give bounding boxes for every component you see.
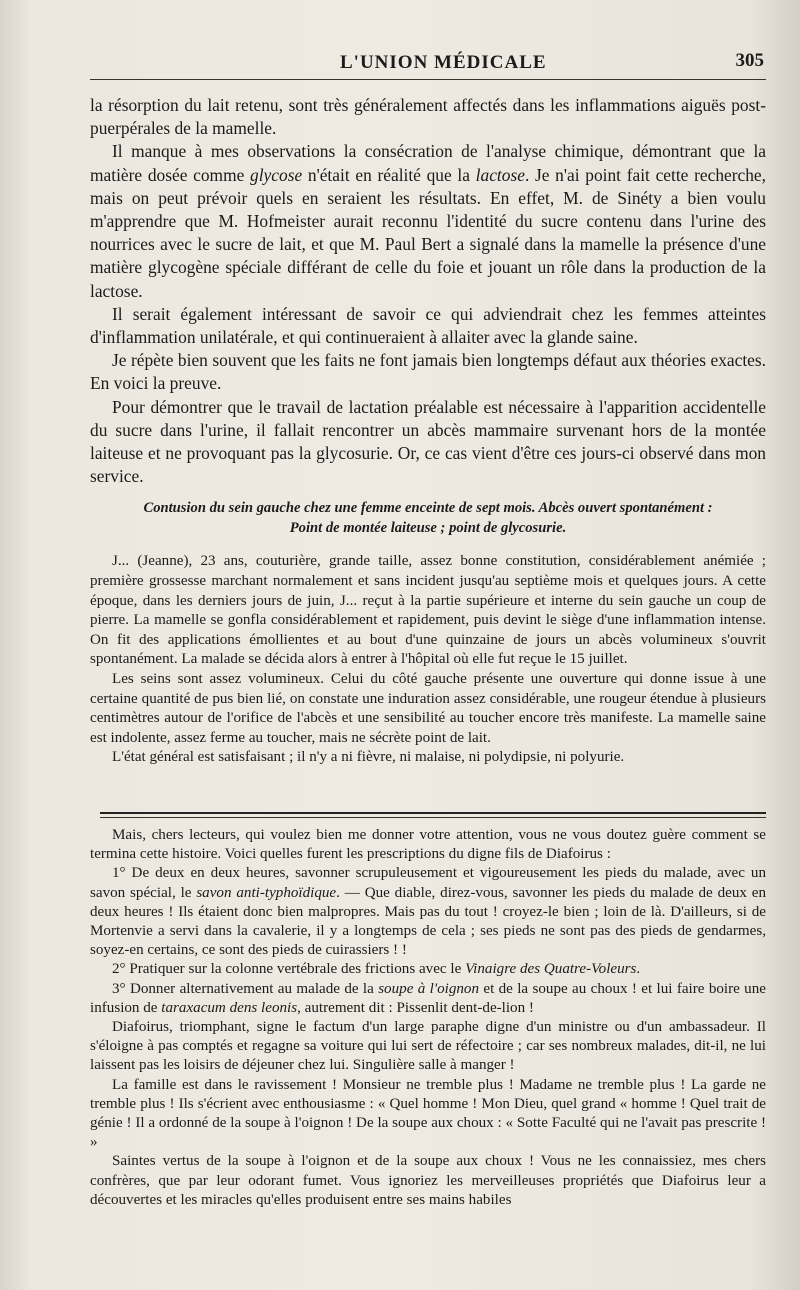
paragraph: L'état général est satisfaisant ; il n'y a ni fièvre, ni malaise, ni polydipsie, ni polyurie. bbox=[112, 749, 625, 766]
paragraph: la résorption du lait retenu, sont très généralement affectés dans les inflammations aiguës post-puerpérales de la mamelle. bbox=[90, 95, 766, 139]
page-number: 305 bbox=[735, 50, 764, 71]
case-title-line: Contusion du sein gauche chez une femme enceinte de sept mois. Abcès ouvert spontanément : bbox=[143, 500, 713, 517]
paragraph: Mais, chers lecteurs, qui voulez bien me donner votre attention, vous ne vous doutez guère comment se termina cette histoire. Voici quelles furent les prescriptions du digne fils de Diafoirus : bbox=[90, 827, 766, 863]
feuilleton-body bbox=[90, 826, 766, 1210]
case-title bbox=[90, 498, 766, 538]
header-rule bbox=[90, 79, 766, 80]
paragraph: J... (Jeanne), 23 ans, couturière, grande taille, assez bonne constitution, considérablement anémiée ; première grossesse marchant normalement et sans incident jusqu'au septième mois et quelques jours. A cette époque, dans les derniers jours de juin, J... reçut à la partie supérieure et interne du sein gauche un coup de pierre. La mamelle se gonfla considérablement et rapidement, puis devint le siège d'une inflammation intense. On fit des applications émollientes et au bout d'une quinzaine de jours un abcès volumineux s'ouvrit spontanément. La malade se décida alors à entrer à l'hôpital où elle fut reçue le 15 juillet. bbox=[90, 553, 766, 668]
paragraph: Diafoirus, triomphant, signe le factum d'un large paraphe digne d'un ministre ou d'un ambassadeur. Il s'éloigne à pas comptés et regagne sa voiture qui lui sert de réfectoire ; car ses nombreux malades, dit-il, ne lui laissent pas les loisirs de déjeuner chez lui. Singulière salle à manger ! bbox=[90, 1019, 766, 1074]
paragraph: 1° De deux en deux heures, savonner scrupuleusement et vigoureusement les pieds du malade, avec un savon spécial, le savon anti-typhoïdique. — Que diable, direz-vous, savonner les pieds du malade de deux en deux heures ! Ils étaient donc bien malpropres. Mais pas du tout ! croyez-le bien ; loin de là. D'ailleurs, si de Mortenvie a servi dans la cavalerie, il y a longtemps de cela ; ses pieds ne sont pas des pieds de gendarmes, soyez-en certains, ce sont des pieds de cuirassiers ! ! bbox=[90, 865, 766, 959]
paragraph: Je répète bien souvent que les faits ne font jamais bien longtemps défaut aux théories exactes. En voici la preuve. bbox=[90, 350, 766, 394]
paragraph: 2° Pratiquer sur la colonne vertébrale des frictions avec le Vinaigre des Quatre-Voleurs. bbox=[112, 961, 641, 978]
paragraph: 3° Donner alternativement au malade de la soupe à l'oignon et de la soupe au choux ! et lui faire boire une infusion de taraxacum dens leonis, autrement dit : Pissenlit dent-de-lion ! bbox=[90, 980, 766, 1016]
paragraph: Il manque à mes observations la consécration de l'analyse chimique, démontrant que la matière dosée comme glycose n'était en réalité que la lactose. Je n'ai point fait cette recherche, mais on peut prévoir quels en seraient les résultats. En effet, M. de Sinéty a bien voulu m'apprendre que M. Hofmeister aurait reconnu l'identité du sucre contenu dans l'urine des nourrices avec le sucre de lait, et que M. Paul Bert a signalé dans la mamelle la présence d'une matière glycogène spéciale différant de celle du foie et jouant un rôle dans la production de la lactose. bbox=[90, 141, 767, 301]
paragraph: La famille est dans le ravissement ! Monsieur ne tremble plus ! Madame ne tremble plus ! La garde ne tremble plus ! Ils s'écrient avec enthousiasme : « Quel homme ! Mon Dieu, quel grand « homme ! Quel trait de génie ! Il a ordonné de la soupe à l'oignon ! De la soupe aux choux : « Sotte Faculté qui ne l'avait pas prescrite ! » bbox=[90, 1076, 766, 1151]
feuilleton-divider bbox=[100, 812, 766, 818]
paragraph: Il serait également intéressant de savoir ce qui adviendrait chez les femmes atteintes d'inflammation unilatérale, et qui continueraient à allaiter avec la glande saine. bbox=[90, 303, 766, 348]
case-report bbox=[90, 552, 766, 768]
case-title-line: Point de montée laiteuse ; point de glycosurie. bbox=[289, 520, 567, 537]
paragraph: Les seins sont assez volumineux. Celui du côté gauche présente une ouverture qui donne issue à une certaine quantité de pus bien lié, on constate une induration assez considérable, une rougeur étendue à plusieurs centimètres autour de l'orifice de l'abcès et une sensibilité au toucher encore très manifeste. La mamelle saine est indolente, assez ferme au toucher, mais ne sécrète point de lait. bbox=[90, 671, 766, 746]
page-header bbox=[90, 46, 766, 86]
paragraph: Saintes vertus de la soupe à l'oignon et de la soupe aux choux ! Vous ne les connaissiez, mes chers confrères, que par leur odorant fumet. Vous ignoriez les merveilleuses propriétés que Diafoirus leur a découvertes et les miracles qu'elles produisent entre ses mains habiles bbox=[90, 1153, 766, 1208]
article-body bbox=[90, 94, 766, 768]
running-title: L'UNION MÉDICALE bbox=[340, 52, 547, 73]
paragraph: Pour démontrer que le travail de lactation préalable est nécessaire à l'apparition accidentelle du sucre dans l'urine, il fallait rencontrer un abcès mammaire survenant hors de la montée laiteuse et ne provoquant pas la glycosurie. Or, ce cas vient d'être ces jours-ci observé dans mon service. bbox=[90, 396, 766, 487]
